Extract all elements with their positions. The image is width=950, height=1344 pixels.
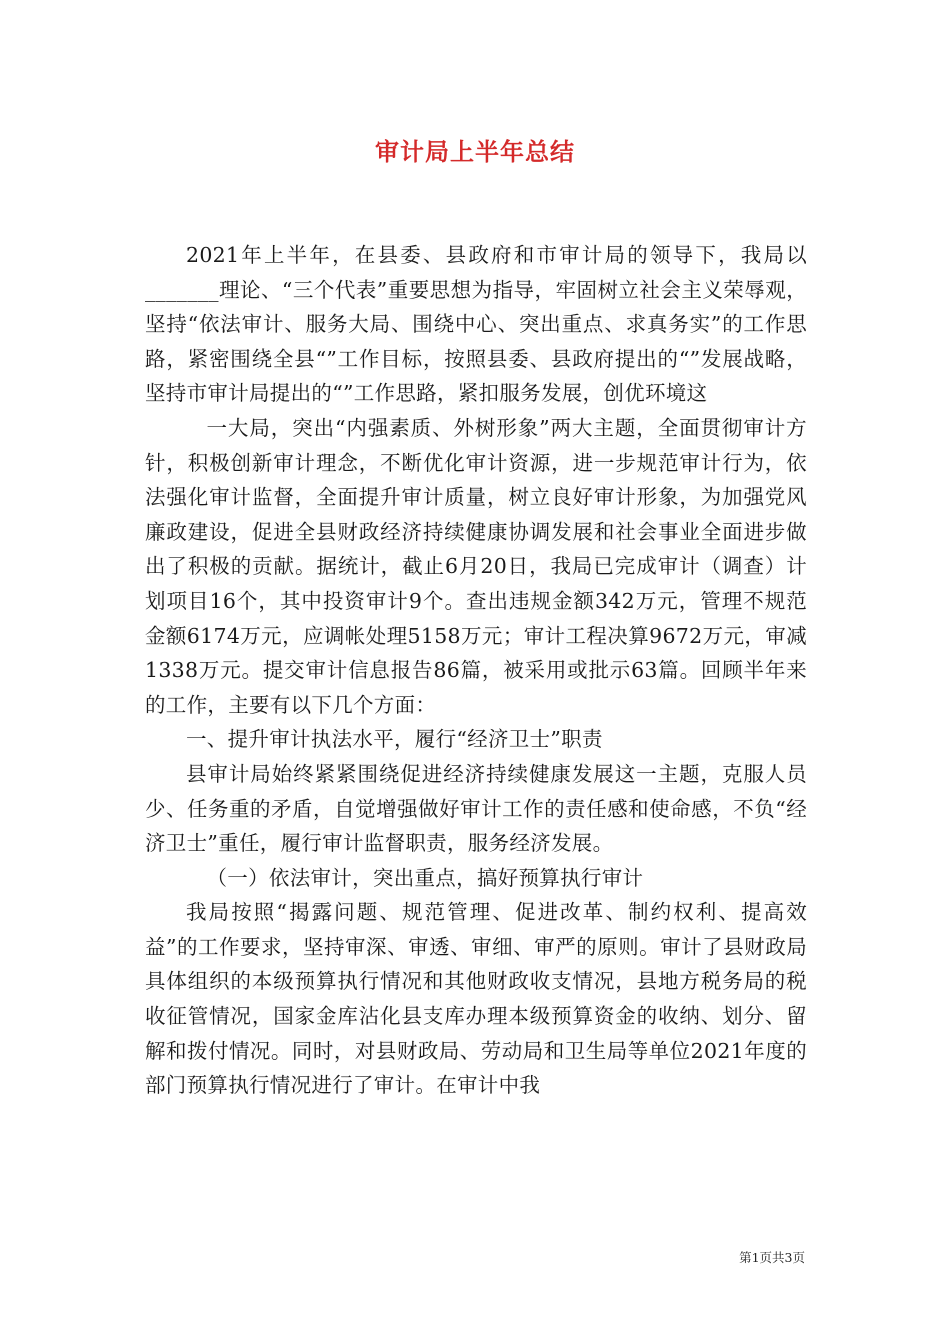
paragraph-summary: 一大局，突出“内强素质、外树形象”两大主题，全面贯彻审计方针，积极创新审计理念，不断优化审计资源，进一步规范审计行为，依法强化审计监督，全面提升审计质量，树立良好审计形象，为加强党风廉政建设，促进全县财政经济持续健康协调发展和社会事业全面进步做出了积极的贡献。据统计，截止6月20日，我局已完成审计（调查）计划项目16个，其中投资审计9个。查出违规金额342万元，管理不规范金额6174万元，应调帐处理5158万元；审计工程决算9672万元，审减1338万元。提交审计信息报告86篇，被采用或批示63篇。回顾半年来的工作，主要有以下几个方面： [145, 415, 807, 717]
paragraph-intro: 2021年上半年，在县委、县政府和市审计局的领导下，我局以_______理论、“三个代表”重要思想为指导，牢固树立社会主义荣辱观，坚持“依法审计、服务大局、围绕中心、突出重点、求真务实”的工作思路，紧密围绕全县“”工作目标，按照县委、县政府提出的“”发展战略，坚持市审计局提出的“”工作思路，紧扣服务发展，创优环境这 [145, 243, 807, 406]
document-title: 审计局上半年总结 [375, 138, 575, 166]
paragraph-section-1: 县审计局始终紧紧围绕促进经济持续健康发展这一主题，克服人员少、任务重的矛盾，自觉增强做好审计工作的责任感和使命感，不负“经济卫士”重任，履行审计监督职责，服务经济发展。 [145, 761, 807, 856]
subsection-heading-1: （一）依法审计，突出重点，搞好预算执行审计 [206, 865, 644, 890]
page-number: 第1页共3页 [739, 1250, 805, 1265]
section-heading-1: 一、提升审计执法水平，履行“经济卫士”职责 [186, 727, 603, 752]
document-body [145, 238, 807, 1103]
paragraph-subsection-1: 我局按照“揭露问题、规范管理、促进改革、制约权利、提高效益”的工作要求，坚持审深、审透、审细、审严的原则。审计了县财政局具体组织的本级预算执行情况和其他财政收支情况，县地方税务局的税收征管情况，国家金库沾化县支库办理本级预算资金的收纳、划分、留解和拨付情况。同时，对县财政局、劳动局和卫生局等单位2021年度的部门预算执行情况进行了审计。在审计中我 [145, 900, 807, 1098]
